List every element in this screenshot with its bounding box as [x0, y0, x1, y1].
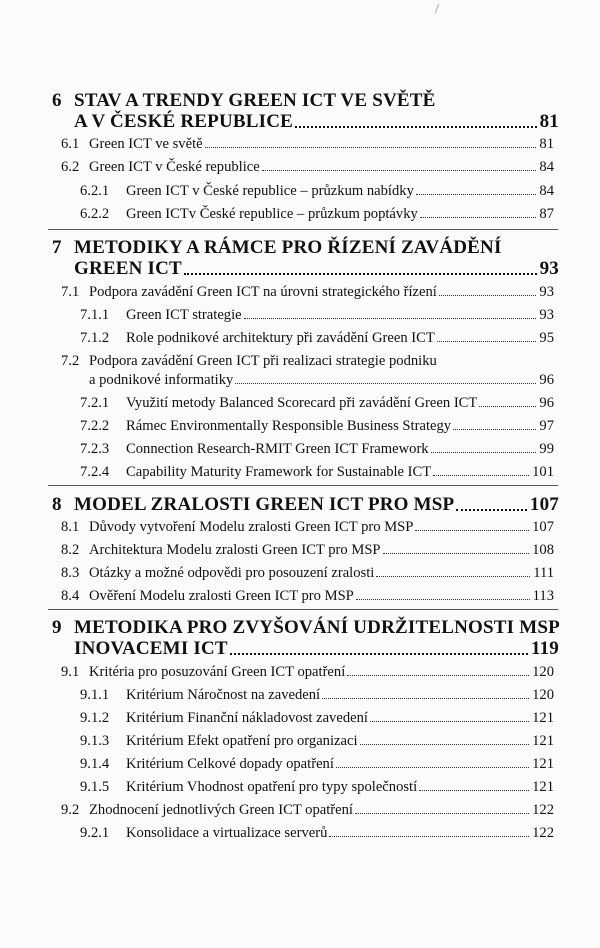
section-divider: [48, 485, 558, 486]
page-number: 121: [532, 710, 554, 726]
toc-entry: [80, 418, 554, 435]
page-number: 99: [539, 441, 554, 457]
leader-dots: [383, 553, 530, 554]
page-number: 81: [539, 111, 559, 132]
chapter-title: MODEL ZRALOSTI GREEN ICT PRO MSP: [74, 494, 455, 515]
chapter-title-continued: GREEN ICT: [74, 258, 182, 279]
entry-number: 7.2: [61, 353, 80, 369]
entry-number: 9.1.4: [80, 756, 110, 772]
page-number: 120: [532, 664, 554, 680]
entry-label: Podpora zavádění Green ICT na úrovni strategického řízení: [89, 284, 437, 300]
chapter-heading-line2: [74, 111, 559, 133]
page-number: 122: [532, 802, 554, 818]
page-number: 96: [539, 372, 554, 388]
toc-entry: [80, 206, 554, 223]
toc-entry: [80, 330, 554, 347]
entry-label: Využití metody Balanced Scorecard při zavádění Green ICT: [126, 395, 478, 411]
leader-dots: [205, 147, 537, 148]
entry-number: 9.1.3: [80, 733, 110, 749]
page-number: 121: [532, 733, 554, 749]
entry-number: 9.1.1: [80, 687, 110, 703]
page-number: 121: [532, 779, 554, 795]
entry-label: Kritérium Celkové dopady opatření: [126, 756, 334, 772]
chapter-heading-line2: [74, 638, 559, 660]
pencil-mark: /: [435, 2, 439, 17]
entry-number: 7.1.1: [80, 307, 110, 323]
entry-label: Kritérium Efekt opatření pro organizaci: [126, 733, 358, 749]
page-number: 93: [539, 284, 554, 300]
leader-dots: [329, 836, 529, 837]
entry-label: Kritérium Náročnost na zavedení: [126, 687, 321, 703]
entry-number: 9.1: [61, 664, 80, 680]
toc-entry: [61, 542, 554, 559]
page-number: 95: [539, 330, 554, 346]
toc-entry: [80, 183, 554, 200]
leader-dots: [437, 341, 537, 342]
leader-dots: [244, 318, 537, 319]
page-number: 107: [532, 519, 554, 535]
entry-label: Rámec Environmentally Responsible Business Strategy: [126, 418, 452, 434]
entry-number: 9.2: [61, 802, 80, 818]
entry-label: Kritérium Vhodnost opatření pro typy společností: [126, 779, 418, 795]
entry-number: 8.3: [61, 565, 80, 581]
chapter-heading: [52, 90, 436, 112]
entry-label: Zhodnocení jednotlivých Green ICT opatření: [89, 802, 353, 818]
leader-dots: [431, 452, 537, 453]
entry-label: Důvody vytvoření Modelu zralosti Green ICT pro MSP: [89, 519, 414, 535]
leader-dots: [419, 790, 529, 791]
entry-label: Connection Research-RMIT Green ICT Framework: [126, 441, 429, 457]
leader-dots: [184, 273, 537, 275]
section-divider: [48, 229, 558, 230]
leader-dots: [360, 744, 530, 745]
toc-entry: [80, 756, 554, 773]
leader-dots: [416, 194, 537, 195]
page-number: 101: [532, 464, 554, 480]
entry-label: Role podnikové architektury při zavádění Green ICT: [126, 330, 435, 346]
leader-dots: [356, 599, 530, 600]
chapter-number: 9: [52, 617, 62, 638]
page-number: 111: [533, 565, 554, 581]
page-number: 84: [539, 159, 554, 175]
toc-entry: [61, 284, 554, 301]
chapter-heading: [52, 617, 560, 639]
entry-label: Architektura Modelu zralosti Green ICT pro MSP: [89, 542, 381, 558]
chapter-number: 6: [52, 90, 62, 111]
leader-dots: [433, 475, 529, 476]
chapter-heading-line2: [74, 258, 559, 280]
entry-number: 8.2: [61, 542, 80, 558]
leader-dots: [370, 721, 529, 722]
chapter-title: METODIKY A RÁMCE PRO ŘÍZENÍ ZAVÁDĚNÍ: [74, 237, 502, 258]
page-number: 113: [532, 588, 554, 604]
leader-dots: [355, 813, 529, 814]
toc-entry: [61, 136, 554, 153]
page-number: 122: [532, 825, 554, 841]
leader-dots: [230, 653, 528, 655]
leader-dots: [235, 383, 536, 384]
entry-label: Capability Maturity Framework for Sustainable ICT: [126, 464, 432, 480]
page-number: 120: [532, 687, 554, 703]
toc-entry: [80, 779, 554, 796]
entry-label: Green ICT v České republice: [89, 159, 260, 175]
entry-number: 7.2.1: [80, 395, 110, 411]
page-number: 87: [539, 206, 554, 222]
toc-entry: [61, 565, 554, 582]
entry-label: Kritéria pro posuzování Green ICT opatření: [89, 664, 346, 680]
toc-entry: [80, 441, 554, 458]
page-number: 108: [532, 542, 554, 558]
leader-dots: [295, 126, 537, 128]
entry-number: 7.2.2: [80, 418, 110, 434]
toc-entry: [80, 733, 554, 750]
entry-label: Green ICT strategie: [126, 307, 242, 323]
entry-label-continued: a podnikové informatiky: [89, 372, 234, 388]
toc-entry: [80, 687, 554, 704]
entry-number: 8.4: [61, 588, 80, 604]
entry-number: 9.2.1: [80, 825, 110, 841]
leader-dots: [347, 675, 529, 676]
toc-entry: [80, 307, 554, 324]
entry-label: Podpora zavádění Green ICT při realizaci strategie podniku: [89, 353, 437, 369]
leader-dots: [376, 576, 530, 577]
entry-number: 6.2.1: [80, 183, 110, 199]
page-number: 107: [529, 494, 559, 515]
toc-entry: [80, 464, 554, 481]
toc-entry: [61, 353, 437, 370]
page-number: 93: [539, 307, 554, 323]
chapter-heading: [52, 494, 559, 516]
page-number: 84: [539, 183, 554, 199]
leader-dots: [322, 698, 529, 699]
chapter-title: METODIKA PRO ZVYŠOVÁNÍ UDRŽITELNOSTI MSP: [74, 617, 560, 638]
toc-entry: [80, 825, 554, 842]
entry-number: 7.1.2: [80, 330, 110, 346]
entry-number: 6.1: [61, 136, 80, 152]
entry-number: 6.2: [61, 159, 80, 175]
entry-number: 7.1: [61, 284, 80, 300]
page-number: 97: [539, 418, 554, 434]
toc-entry-continued: [89, 372, 554, 389]
leader-dots: [479, 406, 536, 407]
entry-label: Green ICTv České republice – průzkum poptávky: [126, 206, 418, 222]
section-divider: [48, 609, 558, 610]
leader-dots: [453, 429, 536, 430]
chapter-heading: [52, 237, 502, 259]
leader-dots: [439, 295, 537, 296]
entry-number: 6.2.2: [80, 206, 110, 222]
entry-number: 7.2.3: [80, 441, 110, 457]
page-number: 96: [539, 395, 554, 411]
toc-entry: [61, 588, 554, 605]
page-number: 81: [539, 136, 554, 152]
leader-dots: [262, 170, 537, 171]
entry-number: 9.1.5: [80, 779, 110, 795]
chapter-title-continued: INOVACEMI ICT: [74, 638, 228, 659]
toc-entry: [61, 159, 554, 176]
entry-label: Kritérium Finanční nákladovost zavedení: [126, 710, 368, 726]
leader-dots: [420, 217, 537, 218]
toc-entry: [80, 395, 554, 412]
entry-label: Konsolidace a virtualizace serverů: [126, 825, 328, 841]
entry-label: Otázky a možné odpovědi pro posouzení zralosti: [89, 565, 375, 581]
page-number: 119: [530, 638, 559, 659]
toc-entry: [80, 710, 554, 727]
entry-number: 9.1.2: [80, 710, 110, 726]
leader-dots: [336, 767, 529, 768]
page-number: 121: [532, 756, 554, 772]
leader-dots: [415, 530, 529, 531]
toc-entry: [61, 519, 554, 536]
entry-label: Green ICT v České republice – průzkum nabídky: [126, 183, 414, 199]
toc-entry: [61, 664, 554, 681]
entry-label: Ověření Modelu zralosti Green ICT pro MSP: [89, 588, 354, 604]
chapter-title-continued: A V ČESKÉ REPUBLICE: [74, 111, 294, 132]
entry-number: 7.2.4: [80, 464, 110, 480]
chapter-title: STAV A TRENDY GREEN ICT VE SVĚTĚ: [74, 90, 436, 111]
chapter-number: 7: [52, 237, 62, 258]
leader-dots: [456, 509, 527, 511]
chapter-number: 8: [52, 494, 62, 515]
page-number: 93: [539, 258, 559, 279]
entry-label: Green ICT ve světě: [89, 136, 203, 152]
entry-number: 8.1: [61, 519, 80, 535]
toc-entry: [61, 802, 554, 819]
